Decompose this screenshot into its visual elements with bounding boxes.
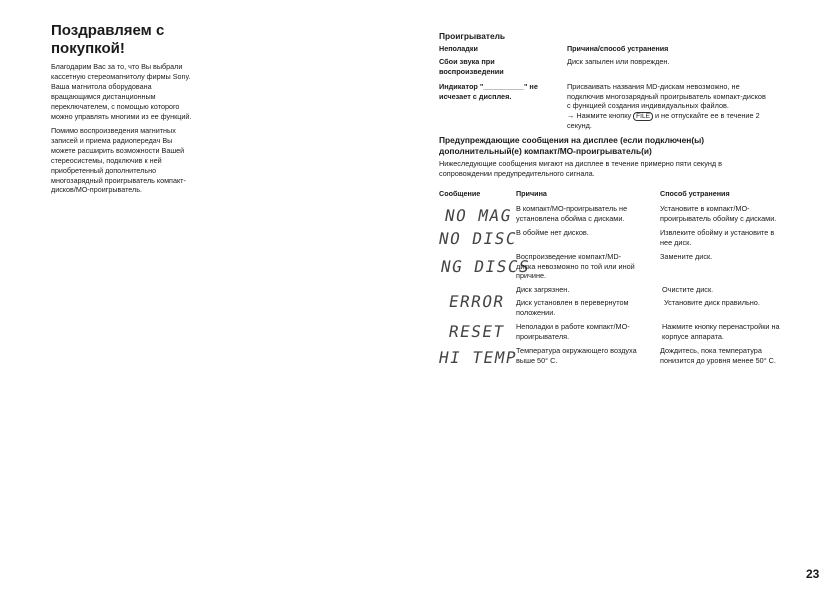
- player-col-cause: Причина/способ устранения: [567, 44, 669, 53]
- lcd-message-hi-temp: HI TEMP: [437, 348, 519, 367]
- warning-row-cause: В обойме нет дисков.: [516, 228, 589, 237]
- warnings-col-message: Сообщение: [439, 189, 481, 198]
- warnings-col-remedy: Способ устранения: [660, 189, 730, 198]
- page-number: 23: [806, 567, 820, 581]
- lcd-message-reset: RESET: [447, 322, 507, 341]
- player-section-title: Проигрыватель: [439, 31, 506, 41]
- intro-paragraph-2: Помимо воспроизведения магнитных записей и приема радиопередач Вы можете расширить возможности Вашей стереосистемы, подключив к ней приобретенный дополнительно многозарядный проигрыватель компакт- дисков/МО-проигрыватель.: [51, 126, 186, 195]
- warning-row-remedy: Установите диск правильно.: [664, 298, 760, 307]
- player-row2-problem: Индикатор "__________" не исчезает с дисплея.: [439, 82, 538, 101]
- file-button: FILE: [633, 112, 653, 121]
- warning-row-remedy: Нажмите кнопку перенастройки на корпусе аппарата.: [662, 322, 780, 341]
- player-row2-cause: Присваивать названия MD-дискам невозможно, не подключив многозарядный проигрыватель компакт-дисков с функцией создания индивидуальных файлов. → Нажмите кнопку FILE и не отпускайте ее в течение 2 секунд.: [567, 82, 807, 130]
- warning-row-cause: Диск установлен в перевернутом положении.: [516, 298, 629, 317]
- warning-row-remedy: Установите в компакт/МО- проигрыватель обойму с дисками.: [660, 204, 777, 223]
- warning-row-cause: Диск загрязнен.: [516, 285, 570, 294]
- warning-row-remedy: Очистите диск.: [662, 285, 714, 294]
- warning-row-cause: Неполадки в работе компакт/МО- проигрывателя.: [516, 322, 630, 341]
- lcd-message-error: ERROR: [447, 292, 507, 311]
- lcd-message-no-disc: NO DISC: [437, 229, 519, 248]
- warning-row-cause: Воспроизведение компакт/МD- диска невозможно по той или иной причине.: [516, 252, 635, 281]
- warning-row-remedy: Извлеките обойму и установите в нее диск.: [660, 228, 775, 247]
- player-row1-cause: Диск запылен или поврежден.: [567, 57, 670, 66]
- warning-row-remedy: Дождитесь, пока температура понизится до уровня менее 50° С.: [660, 346, 776, 365]
- intro-paragraph-1: Благодарим Вас за то, что Вы выбрали кассетную стереомагнитолу фирмы Sony. Ваша магнитола оборудована вращающимся дистанционным переключателем, с помощью которого можно управлять многими из ее функций.: [51, 62, 192, 121]
- warning-row-cause: В компакт/МО-проигрыватель не установлена обойма с дисками.: [516, 204, 628, 223]
- warning-row-remedy: Замените диск.: [660, 252, 713, 261]
- player-row2-action: → Нажмите кнопку FILE и не отпускайте ее в течение 2: [567, 110, 760, 120]
- warning-row-cause: Температура окружающего воздуха выше 50° С.: [516, 346, 637, 365]
- warnings-col-cause: Причина: [516, 189, 547, 198]
- warnings-intro: Нижеследующие сообщения мигают на дисплее в течение примерно пяти секунд в сопровождении предупредительного сигнала.: [439, 159, 723, 178]
- lcd-message-no-mag: NO MAG: [443, 206, 514, 225]
- lcd-message-ng-discs: NG DISCS: [439, 257, 532, 276]
- player-row1-problem: Сбои звука при воспроизведении: [439, 57, 504, 76]
- player-col-problem: Неполадки: [439, 44, 478, 53]
- page-title: Поздравляем с покупкой!: [51, 22, 165, 57]
- warnings-section-title: Предупреждающие сообщения на дисплее (если подключен(ы) дополнительный(е) компакт/МО-проигрыватель(и): [439, 135, 705, 156]
